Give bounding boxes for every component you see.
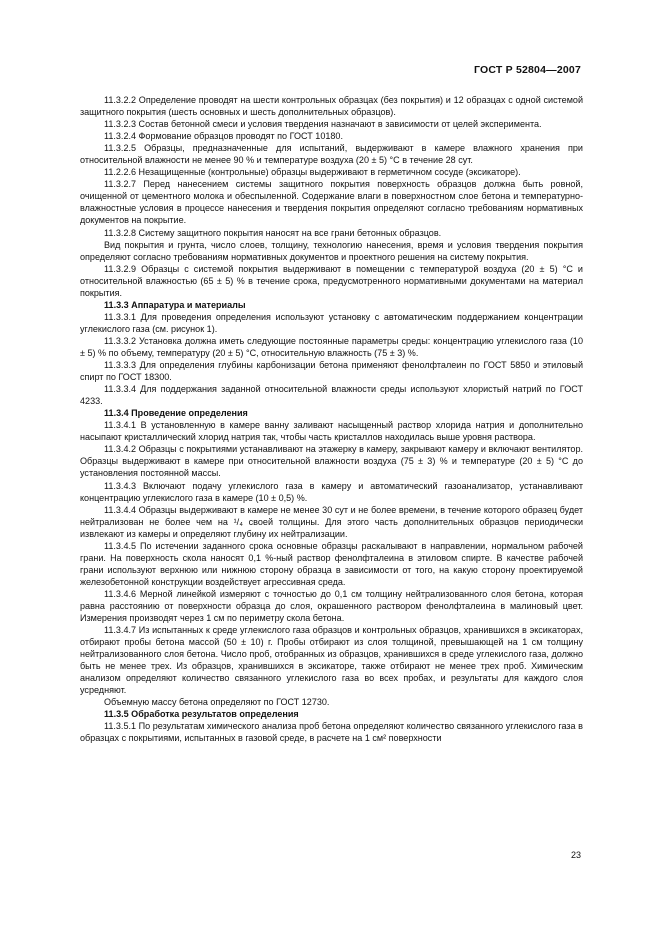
section-heading-11-3-4: 11.3.4 Проведение определения [104, 408, 248, 419]
paragraph-11-3-4-4: 11.3.4.4 Образцы выдерживают в камере не менее 30 сут и не более времени, в течение которого образец будет нейтрализован не более чем на ¹/₄ своей толщины. Для этого часть дополнительных образцов периодически извлекают из камеры и определяют глубину их нейтрализации. [80, 504, 583, 539]
document-body [80, 94, 583, 745]
paragraph-11-3-2-5: 11.3.2.5 Образцы, предназначенные для испытаний, выдерживают в камере влажного хранения при относительной влажности не менее 90 % и температуре воздуха (20 ± 5) °С в течение 28 сут. [80, 143, 583, 166]
paragraph-11-3-2-9: 11.3.2.9 Образцы с системой покрытия выдерживают в помещении с температурой воздуха (20 ± 5) °С и относительной влажностью (65 ± 5) % в течение срока, предусмотренного нормативными документами на материал покрытия. [80, 263, 583, 298]
paragraph-11-3-4-6: 11.3.4.6 Мерной линейкой измеряют с точностью до 0,1 см толщину нейтрализованного слоя бетона, которая равна расстоянию от поверхности образца до слоя, окрашенного раствором фенолфталеина в малиновый цвет. Измерения производят через 1 см по периметру скола бетона. [80, 588, 583, 624]
paragraph-11-3-4-1: 11.3.4.1 В установленную в камере ванну заливают насыщенный раствор хлорида натрия и дополнительно насыпают кристаллический хлорид натрия так, чтобы часть кристаллов находилась выше уровня раствора. [80, 420, 583, 443]
paragraph-coating-type: Вид покрытия и грунта, число слоев, толщину, технологию нанесения, время и условия твердения покрытия определяют согласно требованиям нормативных документов и проектного решения на систему покрытия. [80, 239, 583, 262]
paragraph-11-3-2-2: 11.3.2.2 Определение проводят на шести контрольных образцах (без покрытия) и 12 образцах с одной системой защитного покрытия (шесть основных и шесть дополнительных образцов). [80, 95, 583, 118]
document-header: ГОСТ Р 52804—2007 [473, 64, 581, 76]
paragraph-11-3-2-4: 11.3.2.4 Формование образцов проводят по ГОСТ 10180. [104, 131, 343, 142]
paragraph-11-3-2-3: 11.3.2.3 Состав бетонной смеси и условия твердения назначают в зависимости от целей эксперимента. [104, 119, 542, 130]
paragraph-11-3-3-1: 11.3.3.1 Для проведения определения используют установку с автоматическим поддержанием концентрации углекислого газа (см. рисунок 1). [80, 311, 583, 334]
paragraph-11-3-3-3: 11.3.3.3 Для определения глубины карбонизации бетона применяют фенолфталеин по ГОСТ 5850 и этиловый спирт по ГОСТ 18300. [80, 360, 583, 383]
section-heading-11-3-3: 11.3.3 Аппаратура и материалы [104, 299, 246, 310]
paragraph-11-3-4-7: 11.3.4.7 Из испытанных к среде углекислого газа образцов и контрольных образцов, хранившихся в эксикаторах, отбирают пробы бетона массой (50 ± 10) г. Пробы отбирают из слоя толщиной, превышающей на 1 см толщину нейтрализованного слоя бетона. Число проб, отобранных из образцов, хранившихся в среде углекислого газа, должно быть не менее трех. Из образцов, хранившихся в эксикаторе, также отбирают не менее трех проб. Химическим анализом определяют количество связанного углекислого газа во всех пробах, и результаты для каждого слоя усредняют. [80, 625, 583, 696]
paragraph-11-3-4-2: 11.3.4.2 Образцы с покрытиями устанавливают на этажерку в камеру, закрывают камеру и включают вентилятор. Образцы выдерживают в камере при относительной влажности воздуха (75 ± 3) % и температуре (20 ± 5) °С до установления постоянной массы. [80, 444, 583, 479]
paragraph-11-3-4-3: 11.3.4.3 Включают подачу углекислого газа в камеру и автоматический газоанализатор, устанавливают концентрацию углекислого газа в камере (10 ± 0,5) %. [80, 480, 583, 503]
paragraph-11-2-2-6: 11.2.2.6 Незащищенные (контрольные) образцы выдерживают в герметичном сосуде (эксикаторе). [104, 167, 521, 178]
paragraph-11-3-2-7: 11.3.2.7 Перед нанесением системы защитного покрытия поверхность образцов должна быть ровной, очищенной от цементного молока и обеспыленной. Содержание влаги в поверхностном слое бетона и температурно-влажностные условия в процессе нанесения и твердения покрытия определяют согласно требованиям нормативных документов на покрытие. [80, 179, 583, 226]
paragraph-11-3-3-2: 11.3.3.2 Установка должна иметь следующие постоянные параметры среды: концентрацию углекислого газа (10 ± 5) % по объему, температуру (20 ± 5) °С, относительную влажность (75 ± 3) %. [80, 335, 583, 358]
paragraph-11-3-2-8: 11.3.2.8 Систему защитного покрытия наносят на все грани бетонных образцов. [104, 227, 442, 238]
paragraph-density: Объемную массу бетона определяют по ГОСТ 12730. [104, 697, 330, 708]
paragraph-11-3-5-1: 11.3.5.1 По результатам химического анализа проб бетона определяют количество связанного углекислого газа в образцах с покрытиями, испытанных в газовой среде, в расчете на 1 см² поверхности [80, 721, 583, 744]
page-number: 23 [570, 850, 581, 860]
section-heading-11-3-5: 11.3.5 Обработка результатов определения [104, 709, 299, 720]
paragraph-11-3-3-4: 11.3.3.4 Для поддержания заданной относительной влажности среды используют хлористый натрий по ГОСТ 4233. [80, 384, 583, 407]
paragraph-11-3-4-5: 11.3.4.5 По истечении заданного срока основные образцы раскалывают в направлении, нормальном рабочей грани. На поверхность скола наносят 0,1 %-ный раствор фенолфталеина в этиловом спирте. В качестве рабочей грани используют верхнюю или нижнюю сторону образца в зависимости от того, на какую сторону проектируемой железобетонной конструкции воздействует агрессивная среда. [80, 540, 583, 587]
